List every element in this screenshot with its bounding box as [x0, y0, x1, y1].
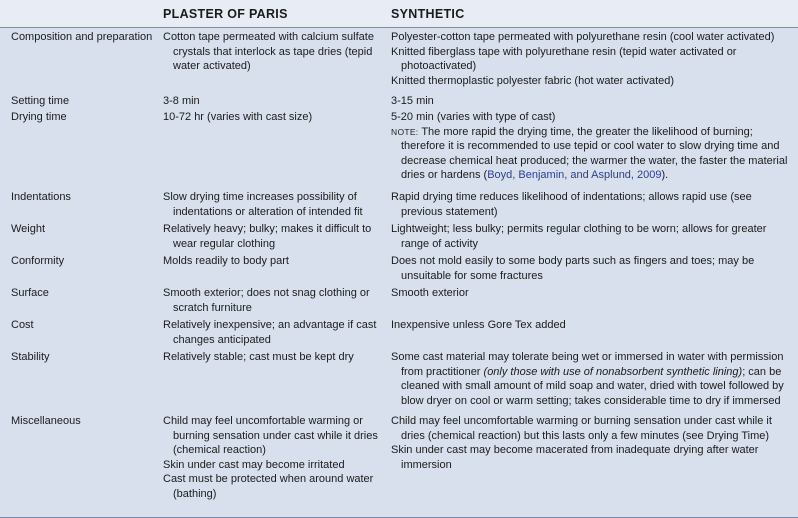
plaster-cell: [163, 30, 385, 74]
cell-text: Child may feel uncomfortable warming or burning sensation under cast while it dries (chemical reaction) but this lasts only a few minutes (see Drying Time): [391, 415, 772, 442]
row-label: Surface: [11, 287, 49, 299]
cell-text: 3-15 min: [391, 95, 434, 107]
plaster-cell: [163, 350, 385, 365]
citation-link[interactable]: Boyd, Benjamin, and Asplund, 2009: [487, 169, 662, 181]
cell-text: 10-72 hr (varies with cast size): [163, 111, 313, 123]
note-paragraph: [391, 125, 793, 183]
synthetic-cell: [391, 350, 793, 408]
row-label: Cost: [11, 319, 34, 331]
cell-text: Cast must be protected when around water (bathing): [163, 473, 374, 500]
row-label: Conformity: [11, 255, 65, 267]
cell-text: Child may feel uncomfortable warming or burning sensation under cast while it dries (chemical reaction): [163, 415, 378, 456]
synthetic-cell: [391, 286, 793, 301]
cell-text: Slow drying time increases possibility of indentations or alteration of intended fit: [163, 191, 363, 218]
synthetic-cell: [391, 414, 793, 472]
synthetic-cell: [391, 110, 793, 183]
cell-text: Knitted thermoplastic polyester fabric (hot water activated): [391, 74, 675, 87]
cell-text: Smooth exterior; does not snag clothing or scratch furniture: [163, 287, 370, 314]
cell-text: Relatively inexpensive; an advantage if cast changes anticipated: [163, 319, 377, 346]
cell-text: Inexpensive unless Gore Tex added: [391, 319, 566, 331]
row-label: Setting time: [11, 95, 70, 107]
plaster-cell: [163, 94, 385, 109]
synthetic-cell: [391, 30, 793, 88]
plaster-cell: [163, 190, 385, 219]
cell-text: Relatively heavy; bulky; makes it difficult to wear regular clothing: [163, 223, 372, 250]
synthetic-cell: [391, 222, 793, 251]
plaster-cell: [163, 318, 385, 347]
synthetic-cell: [391, 318, 793, 333]
row-label: Composition and preparation: [11, 31, 153, 43]
plaster-cell: [163, 286, 385, 315]
synthetic-cell: [391, 254, 793, 283]
cell-text: Lightweight; less bulky; permits regular clothing to be worn; allows for greater range of activity: [391, 223, 767, 250]
cell-text: Polyester-cotton tape permeated with polyurethane resin (cool water activated): [391, 31, 775, 43]
cell-text: Skin under cast may become macerated from inadequate drying after water immersion: [391, 444, 759, 471]
stability-text-a: Some cast material may tolerate being wet or immersed in water with permission from practitioner: [391, 351, 784, 378]
plaster-cell: [163, 222, 385, 251]
note-label: NOTE:: [391, 126, 419, 137]
plaster-cell: [163, 254, 385, 269]
cell-text: [391, 350, 793, 408]
cell-text: Cotton tape permeated with calcium sulfate crystals that interlock as tape dries (tepid water activated): [163, 31, 374, 72]
stability-text-b: ; can be cleaned with small amount of mild soap and water, dried with towel followed by blow dryer on cool or warm setting; takes considerable time to dry if immersed: [401, 365, 784, 407]
cell-text: 5-20 min (varies with type of cast): [391, 111, 556, 123]
synthetic-cell: [391, 190, 793, 219]
cell-text: Skin under cast may become irritated: [163, 458, 345, 471]
plaster-cell: [163, 110, 385, 125]
cell-text: Smooth exterior: [391, 287, 469, 299]
row-label: Weight: [11, 223, 46, 235]
row-label: Indentations: [11, 191, 71, 203]
cell-text: Does not mold easily to some body parts such as fingers and toes; may be unsuitable for some fractures: [391, 255, 755, 282]
cell-text: Molds readily to body part: [163, 255, 289, 267]
cell-text: Knitted fiberglass tape with polyurethane resin (tepid water activated or photoactivated): [391, 45, 737, 72]
cell-text: Relatively stable; cast must be kept dry: [163, 351, 354, 363]
note-text: The more rapid the drying time, the greater the likelihood of burning; therefore it is recommended to use tepid or cool water to slow drying time and decrease chemical heat produced; the warmer the water, the faster the material dries or hardens (: [401, 125, 788, 181]
header-synthetic: SYNTHETIC: [391, 7, 465, 21]
row-label: Miscellaneous: [11, 415, 81, 427]
table-header: [0, 0, 798, 28]
plaster-cell: [163, 414, 385, 501]
row-label: Stability: [11, 351, 50, 363]
header-plaster: PLASTER OF PARIS: [163, 7, 288, 21]
stability-text-italic: (only those with use of nonabsorbent synthetic lining): [483, 365, 743, 378]
row-label: Drying time: [11, 111, 67, 123]
synthetic-cell: [391, 94, 793, 109]
cell-text: Rapid drying time reduces likelihood of indentations; allows rapid use (see previous statement): [391, 191, 752, 218]
note-end: ).: [661, 169, 669, 181]
cell-text: 3-8 min: [163, 95, 200, 107]
